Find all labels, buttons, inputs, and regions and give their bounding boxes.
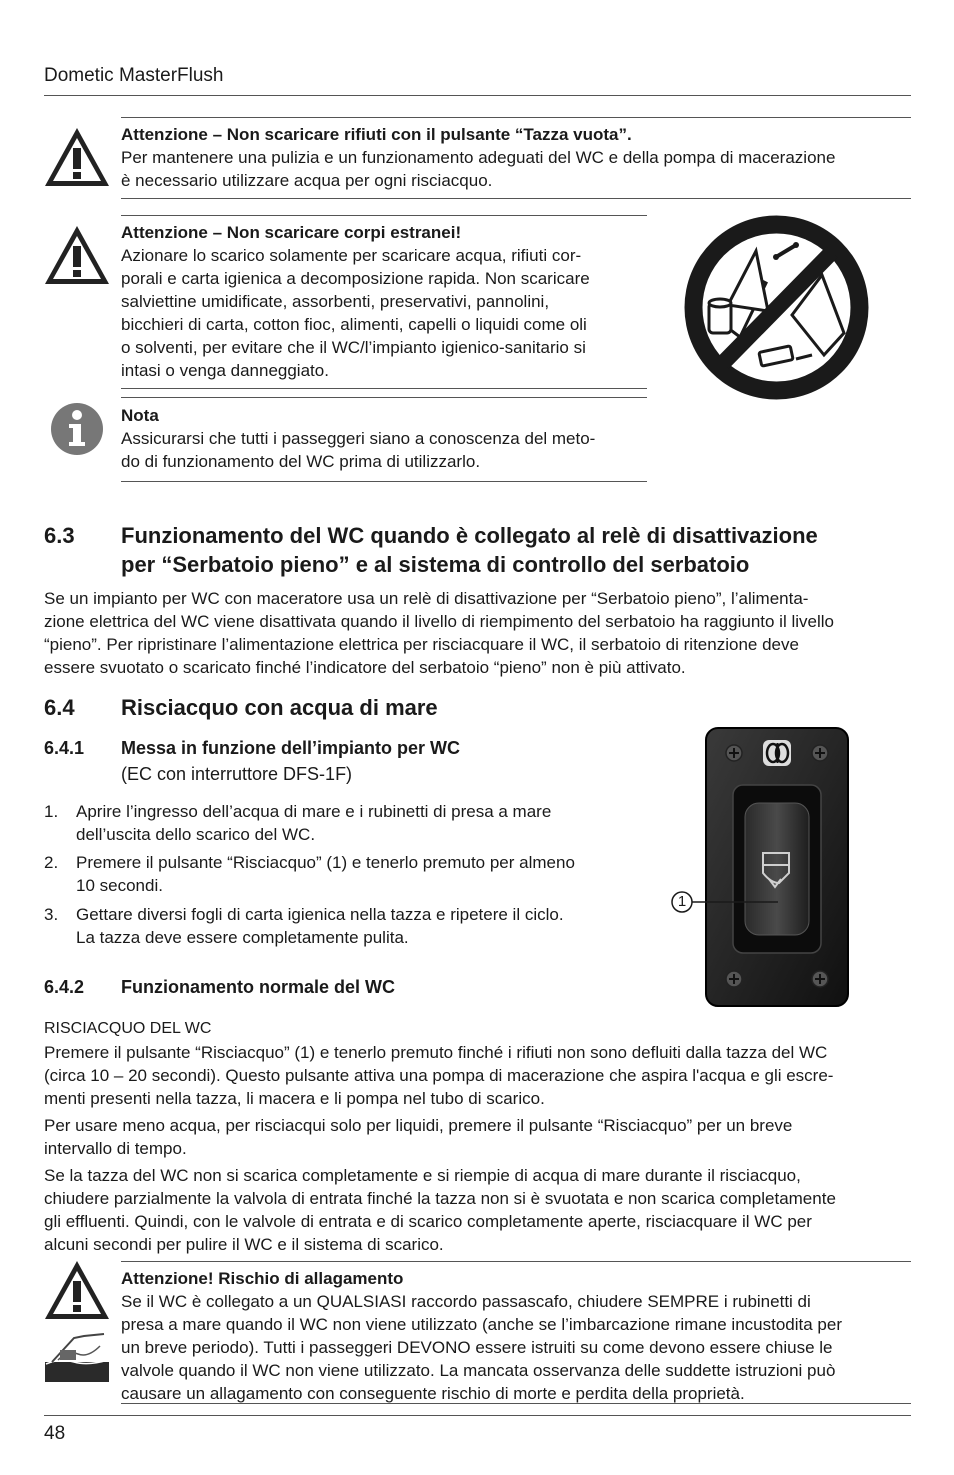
list-text-line: dell’uscita dello scarico del WC. bbox=[76, 825, 316, 844]
divider bbox=[121, 117, 911, 118]
paragraph bbox=[44, 1041, 924, 1110]
footer-rule bbox=[44, 1415, 911, 1416]
paragraph-label: RISCIACQUO DEL WC bbox=[44, 1020, 212, 1037]
warning-text-line: porali e carta igienica a decomposizione rapida. Non scaricare bbox=[121, 269, 590, 288]
body-line: alcuni secondi per pulire il WC e il sistema di scarico. bbox=[44, 1235, 444, 1254]
body-line: (circa 10 – 20 secondi). Questo pulsante attiva una pompa di macerazione che aspira l'acqua e gli escre- bbox=[44, 1066, 834, 1085]
section-title-line: Funzionamento del WC quando è collegato al relè di disattivazione bbox=[121, 523, 818, 548]
warning-text-line: causare un allagamento con conseguente rischio di morte e perdita della proprietà. bbox=[121, 1384, 745, 1403]
body-line: Premere il pulsante “Risciacquo” (1) e tenerlo premuto finché i rifiuti non sono defluiti dalla tazza del WC bbox=[44, 1043, 828, 1062]
list-item bbox=[44, 851, 644, 897]
warning-title: Attenzione – Non scaricare rifiuti con il pulsante “Tazza vuota”. bbox=[121, 125, 632, 144]
section-heading-6-4 bbox=[44, 694, 644, 724]
warning-text-line: presa a mare quando il WC non viene utilizzato (anche se l’imbarcazione rimane incustodita per bbox=[121, 1315, 842, 1334]
list-number: 1. bbox=[44, 802, 59, 821]
list-number: 3. bbox=[44, 905, 59, 924]
header-rule bbox=[44, 95, 911, 96]
section-6-3-body bbox=[44, 587, 924, 679]
section-title: Risciacquo con acqua di mare bbox=[121, 695, 438, 720]
body-text: e si riempie di acqua di mare durante il risciacquo, bbox=[418, 1166, 801, 1185]
warning-text-line: Se il WC è collegato a un QUALSIASI raccordo passascafo, chiudere SEMPRE i rubinetti di bbox=[121, 1292, 811, 1311]
warning-icon bbox=[43, 1259, 111, 1321]
warning-text-line: valvole quando il WC non viene utilizzato. La mancata osservanza delle suddette istruzioni può bbox=[121, 1361, 836, 1380]
subsection-title: Funzionamento normale del WC bbox=[121, 977, 396, 997]
section-number: 6.4 bbox=[44, 695, 75, 720]
divider bbox=[121, 198, 911, 199]
warning-text-line: bicchieri di carta, cotton fioc, alimenti, capelli o liquidi come oli bbox=[121, 315, 587, 334]
note-title: Nota bbox=[121, 406, 159, 425]
list-number: 2. bbox=[44, 853, 59, 872]
warning-icon bbox=[43, 224, 111, 286]
subsection-subtitle: (EC con interruttore DFS-1F) bbox=[121, 764, 353, 784]
warning-text-line: o solventi, per evitare che il WC/l’impianto igienico-sanitario si bbox=[121, 338, 586, 357]
list-text-line: Premere il pulsante “Risciacquo” (1) e tenerlo premuto per almeno bbox=[76, 853, 575, 872]
note-notice bbox=[121, 404, 595, 473]
section-title-line: per “Serbatoio pieno” e al sistema di controllo del serbatoio bbox=[121, 552, 750, 577]
warning-notice-foreign-objects bbox=[121, 221, 590, 382]
divider bbox=[121, 1261, 911, 1262]
body-line: chiudere parzialmente la valvola di entrata finché la tazza non si è svuotata e non scarica completamente bbox=[44, 1189, 836, 1208]
warning-text-line: è necessario utilizzare acqua per ogni risciacquo. bbox=[121, 171, 493, 190]
subsection-heading-6-4-2 bbox=[44, 976, 644, 1000]
body-line: menti presenti nella tazza, li macera e li pompa nel tubo di scarico. bbox=[44, 1089, 545, 1108]
list-item bbox=[44, 903, 644, 949]
warning-title: Attenzione – Non scaricare corpi estranei! bbox=[121, 223, 462, 242]
divider bbox=[121, 215, 647, 216]
section-heading-6-3 bbox=[44, 522, 914, 578]
subsection-number: 6.4.2 bbox=[44, 977, 85, 997]
paragraph bbox=[44, 1164, 924, 1256]
warning-text-line: Per mantenere una pulizia e un funzionamento adeguati del WC e della pompa di macerazione bbox=[121, 148, 836, 167]
body-line: essere svuotato o scaricato finché l’indicatore del serbatoio “pieno” non è più attivato. bbox=[44, 658, 686, 677]
divider bbox=[121, 397, 647, 398]
warning-notice-no-waste bbox=[121, 123, 835, 192]
note-text-line: do di funzionamento del WC prima di utilizzarlo. bbox=[121, 452, 481, 471]
warning-notice-flooding bbox=[121, 1267, 842, 1405]
subsection-number: 6.4.1 bbox=[44, 738, 85, 758]
body-line: gli effluenti. Quindi, con le valvole di entrata e di scarico completamente aperte, risciacquare il WC per bbox=[44, 1212, 812, 1231]
divider bbox=[121, 481, 647, 482]
warning-title: Attenzione! Rischio di allagamento bbox=[121, 1269, 404, 1288]
emphasis-text: Se la tazza del WC non si scarica completamente bbox=[44, 1166, 419, 1185]
list-text-line: 10 secondi. bbox=[76, 876, 163, 895]
divider bbox=[121, 1403, 911, 1404]
no-foreign-objects-icon bbox=[684, 215, 869, 400]
callout-number: 1 bbox=[677, 893, 687, 910]
list-text-line: Gettare diversi fogli di carta igienica nella tazza e ripetere il ciclo. bbox=[76, 905, 564, 924]
body-line: zione elettrica del WC viene disattivata quando il livello di riempimento del serbatoio ha raggiunto il livello bbox=[44, 612, 834, 631]
section-number: 6.3 bbox=[44, 523, 75, 548]
subsection-title: Messa in funzione dell’impianto per WC bbox=[121, 738, 461, 758]
list-text-line: La tazza deve essere completamente pulita. bbox=[76, 928, 409, 947]
warning-text-line: Azionare lo scarico solamente per scaricare acqua, rifiuti cor- bbox=[121, 246, 582, 265]
flush-switch-photo bbox=[705, 727, 849, 1007]
body-line: “pieno”. Per ripristinare l’alimentazione elettrica per risciacquare il WC, il serbatoio di ritenzione deve bbox=[44, 635, 799, 654]
body-line: Se un impianto per WC con maceratore usa un relè di disattivazione per “Serbatoio pieno”, l’alimenta- bbox=[44, 589, 809, 608]
note-text-line: Assicurarsi che tutti i passeggeri siano a conoscenza del meto- bbox=[121, 429, 596, 448]
body-line: intervallo di tempo. bbox=[44, 1139, 187, 1158]
paragraph bbox=[44, 1114, 924, 1160]
warning-text-line: intasi o venga danneggiato. bbox=[121, 361, 329, 380]
list-text-line: Aprire l’ingresso dell’acqua di mare e i rubinetti di presa a mare bbox=[76, 802, 552, 821]
info-icon bbox=[50, 402, 104, 456]
divider bbox=[121, 388, 647, 389]
body-line: Per usare meno acqua, per risciacqui solo per liquidi, premere il pulsante “Risciacquo” per un breve bbox=[44, 1116, 793, 1135]
warning-text-line: salviettine umidificate, assorbenti, preservativi, pannolini, bbox=[121, 292, 550, 311]
warning-icon bbox=[43, 126, 111, 188]
subsection-heading-6-4-1 bbox=[44, 737, 644, 787]
document-header: Dometic MasterFlush bbox=[44, 65, 224, 86]
flooding-icon bbox=[44, 1332, 110, 1384]
warning-text-line: un breve periodo). Tutti i passeggeri DEVONO essere istruiti su come devono essere chiuse le bbox=[121, 1338, 833, 1357]
page-number: 48 bbox=[44, 1423, 66, 1444]
list-item bbox=[44, 800, 644, 846]
